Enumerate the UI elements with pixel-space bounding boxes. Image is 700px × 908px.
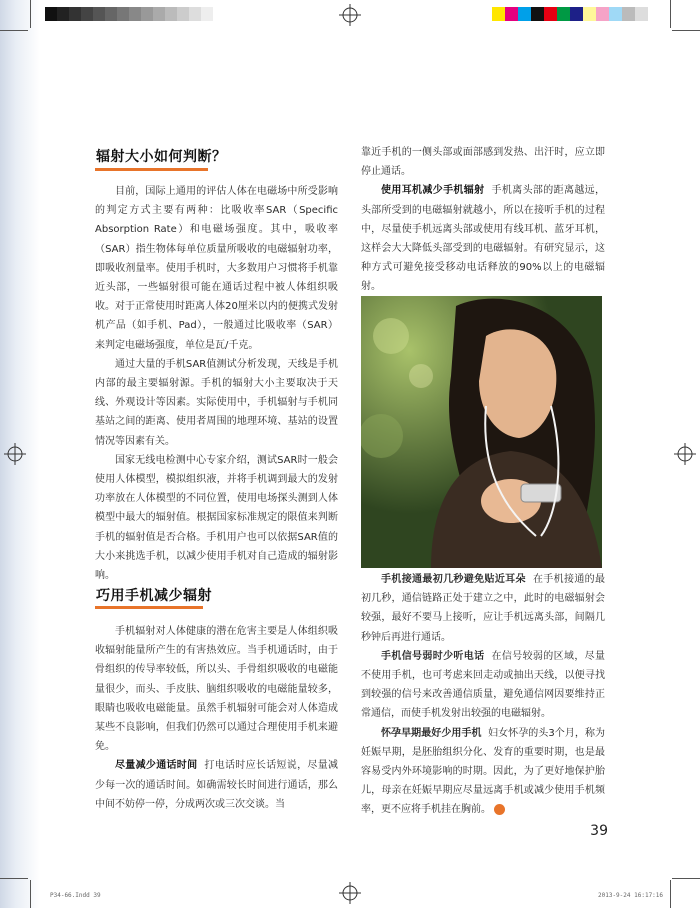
- registration-mark: [339, 882, 361, 904]
- paragraph: 靠近手机的一侧头部或面部感到发热、出汗时，应立即停止通话。: [361, 147, 605, 178]
- paragraph: 手机辐射对人体健康的潜在危害主要是人体组织吸收辐射能量所产生的有害热效应。当手机通话时，由于骨组织的传导率较低，所以头、手骨组织吸收的电磁能量很少，而头、手皮肤、脑组织吸收的电磁能量较多，眼睛也吸收电磁能量。虽然手机辐射可能会对人体造成某些不良影响，但我们仍然可以通过合理使用手机来避免。: [95, 626, 338, 753]
- crop-mark: [0, 878, 28, 879]
- paragraph: 国家无线电检测中心专家介绍，测试SAR时一般会使用人体模型，模拟组织液，并将手机调到最大的发射功率放在人体模型的不同位置，使用电场探头测到人体模型中最大的辐射值。根据国家标准规定的限值来判断手机的辐射值是否合格。手机用户也可以依据SAR值的大小来挑选手机，以减少使用手机对自己造成的辐射影响。: [95, 454, 338, 582]
- tip-title: 使用耳机减少手机辐射: [381, 185, 485, 197]
- paragraph: 目前，国际上通用的评估人体在电磁场中所受影响的判定方式主要有两种：比吸收率SAR（Specific Absorption Rate）和电磁场强度。其中，吸收率（SAR）指生物体每单位质量所吸收的电磁辐射功率，即吸收剂量率。使用手机时，大多数用户习惯将手机靠近头部，一些辐射很可能在通话过程中被人体组织吸收。对于正常使用时距离人体20厘米以内的便携式发射机产品（如手机、Pad），一般通过比吸收率（SAR）来判定电磁场强度，单位是瓦/千克。: [95, 186, 338, 351]
- photo-woman-with-phone: [361, 296, 602, 568]
- tip-paragraph: [361, 570, 605, 647]
- registration-mark: [339, 4, 361, 26]
- tip-paragraph: [95, 756, 338, 814]
- left-column-section1: [95, 182, 338, 585]
- crop-mark: [30, 880, 31, 908]
- tip-text: 手机离头部的距离越远，头部所受到的电磁辐射就越小，所以在接听手机的过程中，尽量使手机远离头部或使用有线耳机、蓝牙耳机，这样会大大降低头部受到的电磁辐射。有研究显示，这种方式可避免接受移动电话释放的90%以上的电磁辐射。: [361, 185, 606, 293]
- grayscale-bar: [45, 7, 213, 21]
- left-column-section2: [95, 622, 338, 814]
- tip-text: 在手机接通的最初几秒，通信链路正处于建立之中，此时的电磁辐射会较强，最好不要马上接听，应让手机远离头部，间隔几秒钟后再进行通话。: [361, 574, 606, 643]
- tip-title: 手机信号弱时少听电话: [381, 650, 485, 662]
- crop-mark: [672, 30, 700, 31]
- tip-title: 怀孕早期最好少用手机: [381, 727, 482, 739]
- crop-mark: [672, 878, 700, 879]
- right-column-top: [361, 143, 605, 297]
- crop-mark: [670, 880, 671, 908]
- color-bar: [492, 7, 648, 21]
- page-number: 39: [590, 823, 608, 839]
- tip-text: 打电话时应长话短说，尽量减少每一次的通话时间。如确需较长时间进行通话，那么中间不妨停一停，分成两次或三次交谈。当: [95, 760, 339, 810]
- paragraph: 通过大量的手机SAR值测试分析发现，天线是手机内部的最主要辐射源。手机的辐射大小主要取决于天线、外观设计等因素。实际使用中，手机辐射与手机同基站之间的距离、使用者周围的地理环境、基站的设置情况等因素有关。: [95, 358, 338, 447]
- tip-paragraph: [361, 647, 605, 724]
- registration-mark: [674, 443, 696, 465]
- section-title-tips: 巧用手机减少辐射: [96, 588, 212, 604]
- tip-text: 妇女怀孕的头3个月，称为妊娠早期，是胚胎组织分化、发育的重要时期，也是最容易受内外环境影响的时期。因此，为了更好地保护胎儿，母亲在妊娠早期应尽量远离手机或减少使用手机频率，更不应将手机挂在胸前。: [361, 727, 605, 816]
- tip-title: 手机接通最初几秒避免贴近耳朵: [381, 574, 526, 585]
- section-title-underline: [95, 168, 208, 171]
- crop-mark: [0, 30, 28, 31]
- end-mark-icon: 文: [494, 804, 505, 815]
- right-column-bottom: [361, 570, 605, 820]
- tip-paragraph: [361, 724, 605, 820]
- tip-paragraph: [361, 181, 605, 296]
- tip-title: 尽量减少通话时间: [115, 760, 198, 772]
- registration-mark: [4, 443, 26, 465]
- crop-mark: [670, 0, 671, 28]
- section-title-radiation: 辐射大小如何判断？: [96, 149, 227, 165]
- footer-timestamp: 2013-9-24 16:17:16: [598, 892, 664, 899]
- crop-mark: [30, 0, 31, 28]
- section-title-underline: [95, 606, 203, 609]
- footer-file-info: P34-66.Indd 39: [50, 892, 101, 899]
- tip-text: 在信号较弱的区域，尽量不使用手机，也可考虑来回走动或抽出天线，以便寻找到较强的信号来改善通信质量，避免通信网因要维持正常通信，而使手机发射出较强的电磁辐射。: [361, 650, 606, 720]
